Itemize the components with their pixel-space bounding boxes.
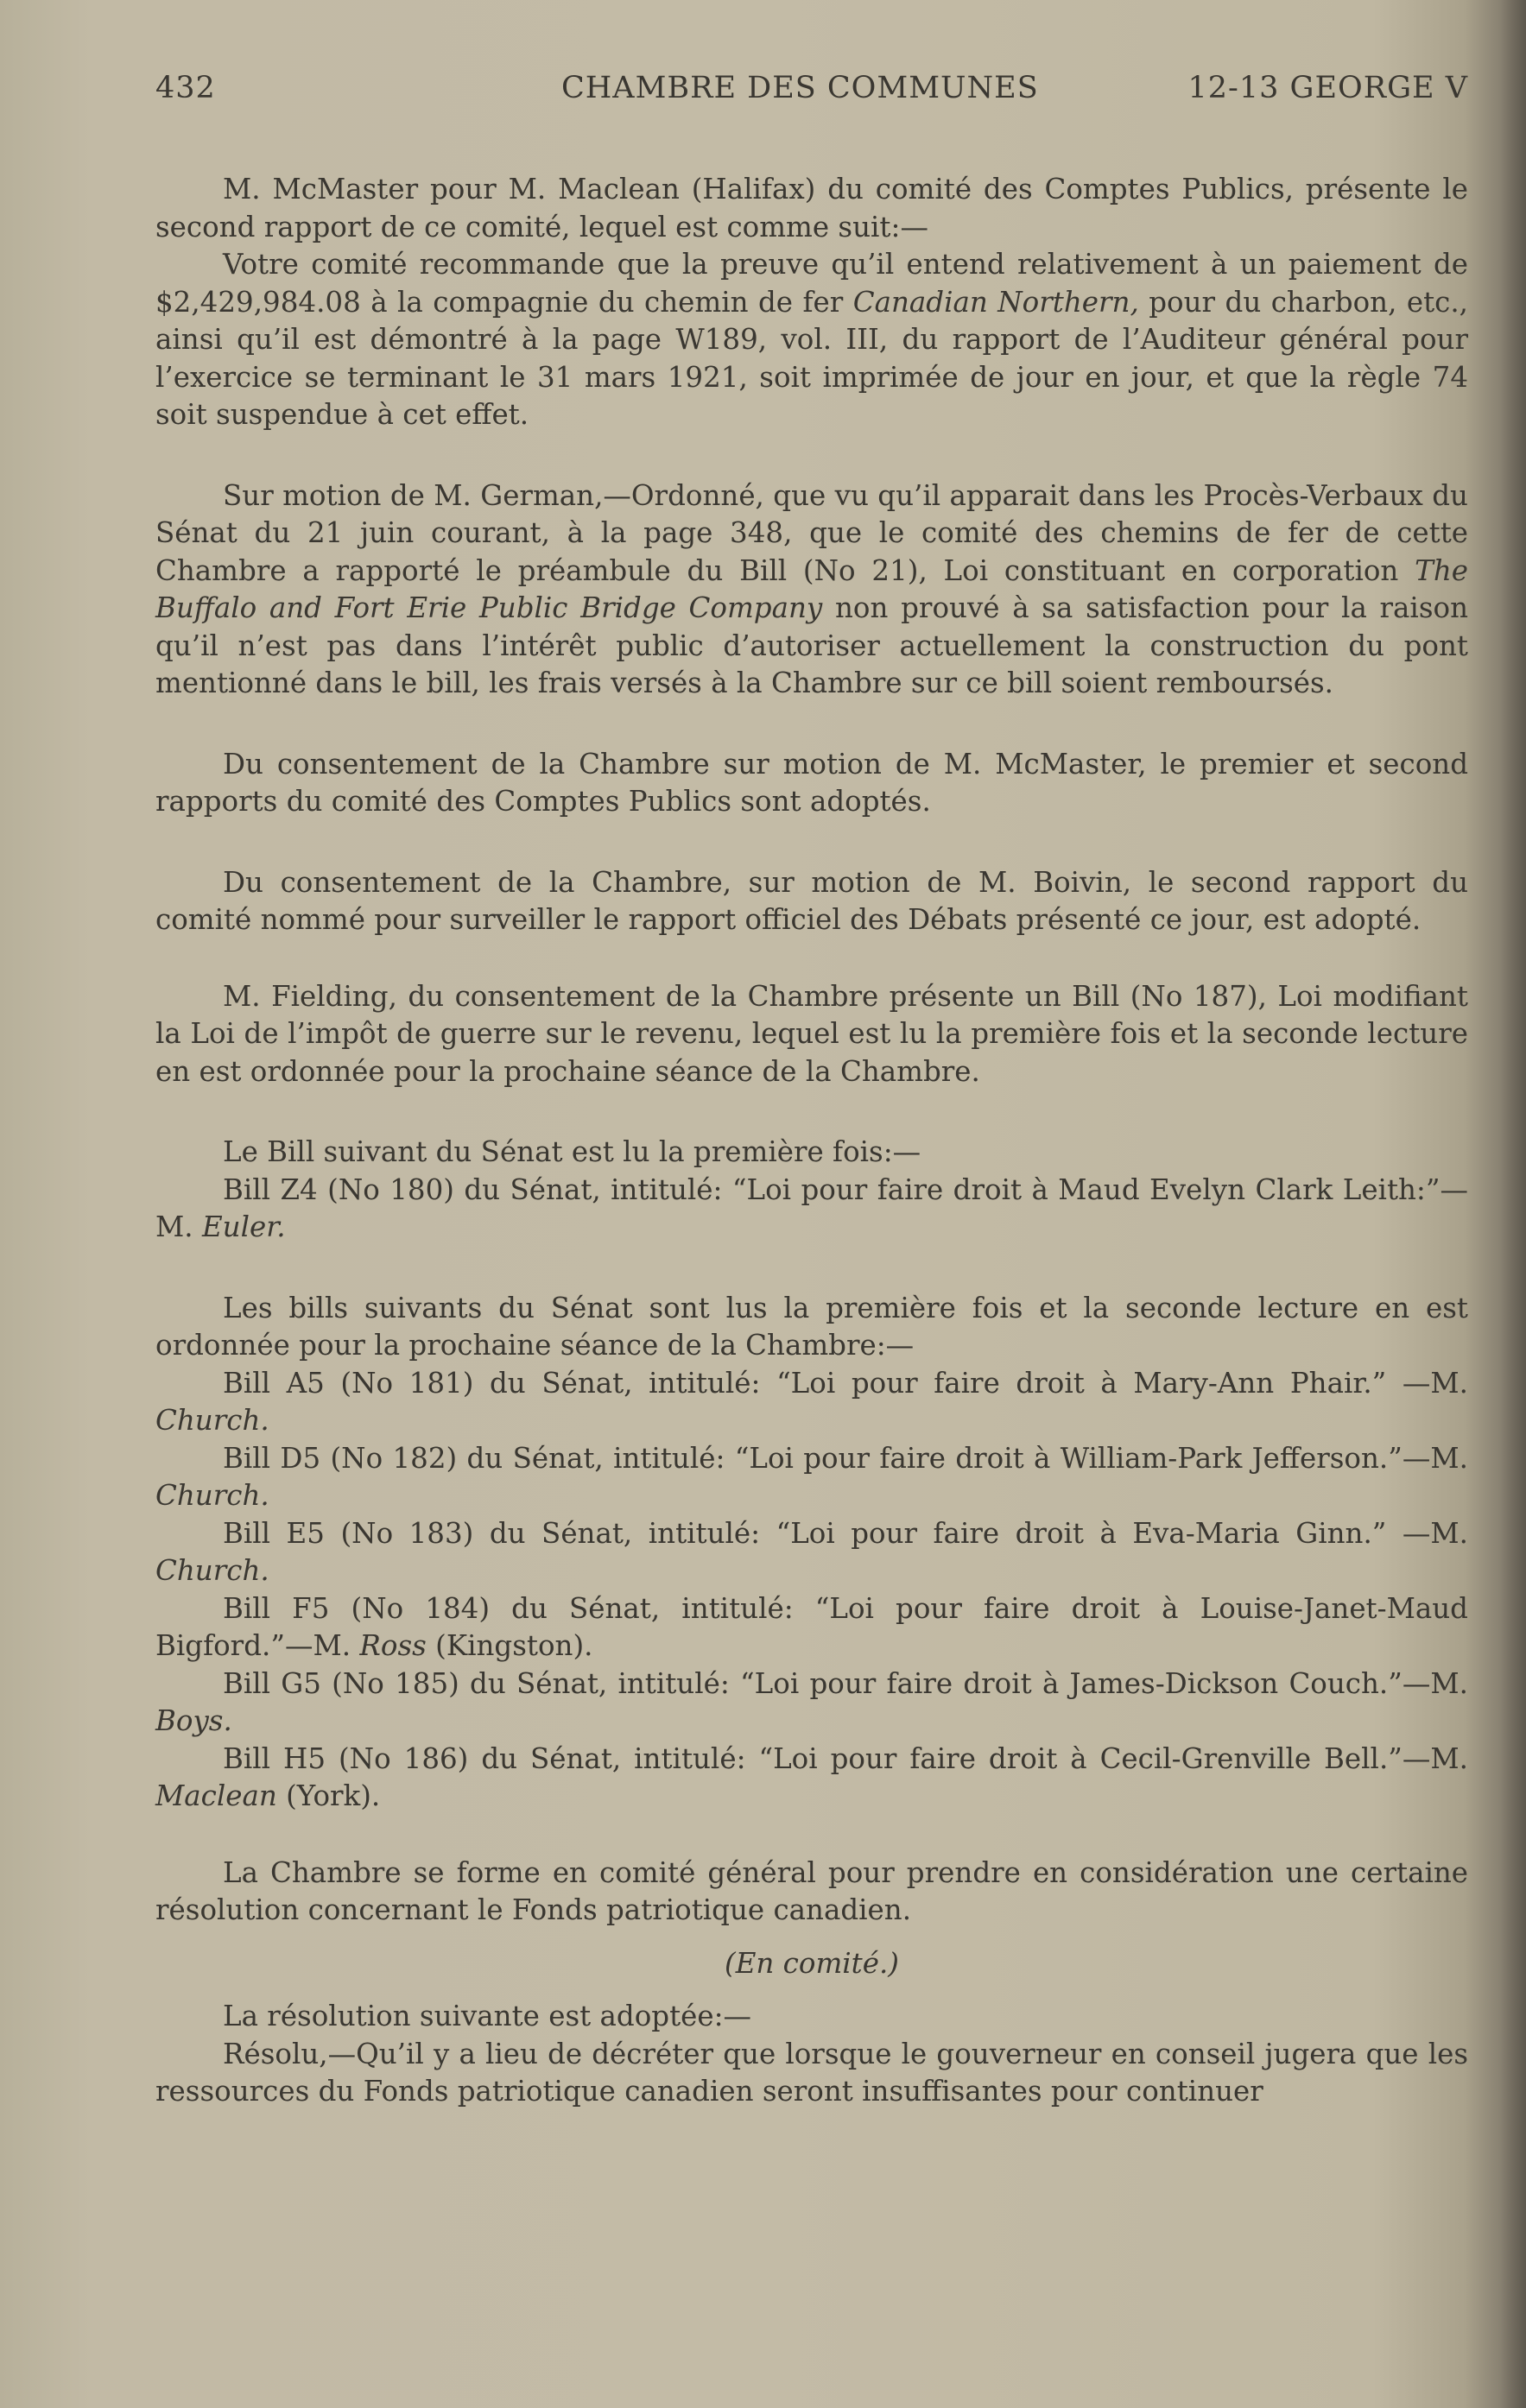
company-name: The Buffalo and Fort Erie Public Bridge Company <box>155 553 1468 624</box>
in-committee-heading: (En comité.) <box>725 1946 899 1980</box>
bill-h5: Bill H5 (No 186) du Sénat, intitulé: “Loi pour faire droit à Cecil-Grenville Bell.”—M. Maclean (York). <box>155 1741 1468 1812</box>
paragraph-senate-bills-read: Les bills suivants du Sénat sont lus la première fois et la seconde lecture en est ordonnée pour la prochaine séance de la Chambre:— <box>155 1291 1468 1362</box>
railway-name: Canadian Northern, <box>852 285 1139 319</box>
running-title: CHAMBRE DES COMMUNES <box>561 71 1039 105</box>
reign-label: 12-13 GEORGE V <box>1187 71 1468 105</box>
page-edge-shadow <box>1500 0 1526 2408</box>
bill-d5: Bill D5 (No 182) du Sénat, intitulé: “Loi pour faire droit à William-Park Jefferson.”—M. Church. <box>155 1441 1468 1512</box>
paragraph-committee-general: La Chambre se forme en comité général pour prendre en considération une certaine résolution concernant le Fonds patriotique canadien. <box>155 1855 1468 1926</box>
paragraph-fielding-bill: M. Fielding, du consentement de la Chambre présente un Bill (No 187), Loi modifiant la Loi de l’impôt de guerre sur le revenu, lequel est lu la première fois et la seconde lecture en est ordonnée pour la prochaine séance de la Chambre. <box>155 979 1468 1088</box>
bill-z4: Bill Z4 (No 180) du Sénat, intitulé: “Loi pour faire droit à Maud Evelyn Clark Leith:”—M. Euler. <box>155 1172 1468 1243</box>
paragraph-motion-german: Sur motion de M. German,—Ordonné, que vu qu’il apparait dans les Procès-Verbaux du Sénat du 21 juin courant, à la page 348, que le comité des chemins de fer de cette Chambre a rapporté le préambule du Bill (No 21), Loi constituant en corporation The Buffalo and Fort Erie Public Bridge Company non prouvé à sa satisfaction pour la raison qu’il n’est pas dans l’intérêt public d’autoriser actuellement la construction du pont mentionné dans le bill, les frais versés à la Chambre sur ce bill soient remboursés. <box>155 478 1468 699</box>
bill-e5: Bill E5 (No 183) du Sénat, intitulé: “Loi pour faire droit à Eva-Maria Ginn.” —M. Church. <box>155 1516 1468 1587</box>
paragraph-debates-report: Du consentement de la Chambre, sur motion de M. Boivin, le second rapport du comité nommé pour surveiller le rapport officiel des Débats présenté ce jour, est adopté. <box>155 865 1468 936</box>
paragraph-resolution-adopted: La résolution suivante est adoptée:— <box>223 2000 752 2032</box>
page-number: 432 <box>155 71 216 105</box>
bill-f5: Bill F5 (No 184) du Sénat, intitulé: “Loi pour faire droit à Louise-Janet-Maud Bigford.”—M. Ross (Kingston). <box>155 1591 1468 1662</box>
page-header <box>155 71 1468 114</box>
paragraph-resolved: Résolu,—Qu’il y a lieu de décréter que lorsque le gouverneur en conseil jugera que les ressources du Fonds patriotique canadien seront insuffisantes pour continuer <box>155 2037 1468 2108</box>
paragraph-senate-bill-first: Le Bill suivant du Sénat est lu la première fois:— <box>223 1135 921 1168</box>
paragraph-report-presented: M. McMaster pour M. Maclean (Halifax) du comité des Comptes Publics, présente le second rapport de ce comité, lequel est comme suit:— <box>155 173 1468 243</box>
paragraph-reports-adopted: Du consentement de la Chambre sur motion de M. McMaster, le premier et second rapports du comité des Comptes Publics sont adoptés. <box>155 747 1468 818</box>
paragraph-committee-recommendation: Votre comité recommande que la preuve qu’il entend relativement à un paiement de $2,429,984.08 à la compagnie du chemin de fer Canadian Northern, pour du charbon, etc., ainsi qu’il est démontré à la page W189, vol. III, du rapport de l’Auditeur général pour l’exercice se terminant le 31 mars 1921, soit imprimée de jour en jour, et que la règle 74 soit suspendue à cet effet. <box>155 248 1469 431</box>
bill-g5: Bill G5 (No 185) du Sénat, intitulé: “Loi pour faire droit à James-Dickson Couch.”—M. Boys. <box>155 1666 1468 1737</box>
page-body <box>155 171 1468 2111</box>
bill-a5: Bill A5 (No 181) du Sénat, intitulé: “Loi pour faire droit à Mary-Ann Phair.” —M. Church. <box>155 1366 1468 1437</box>
